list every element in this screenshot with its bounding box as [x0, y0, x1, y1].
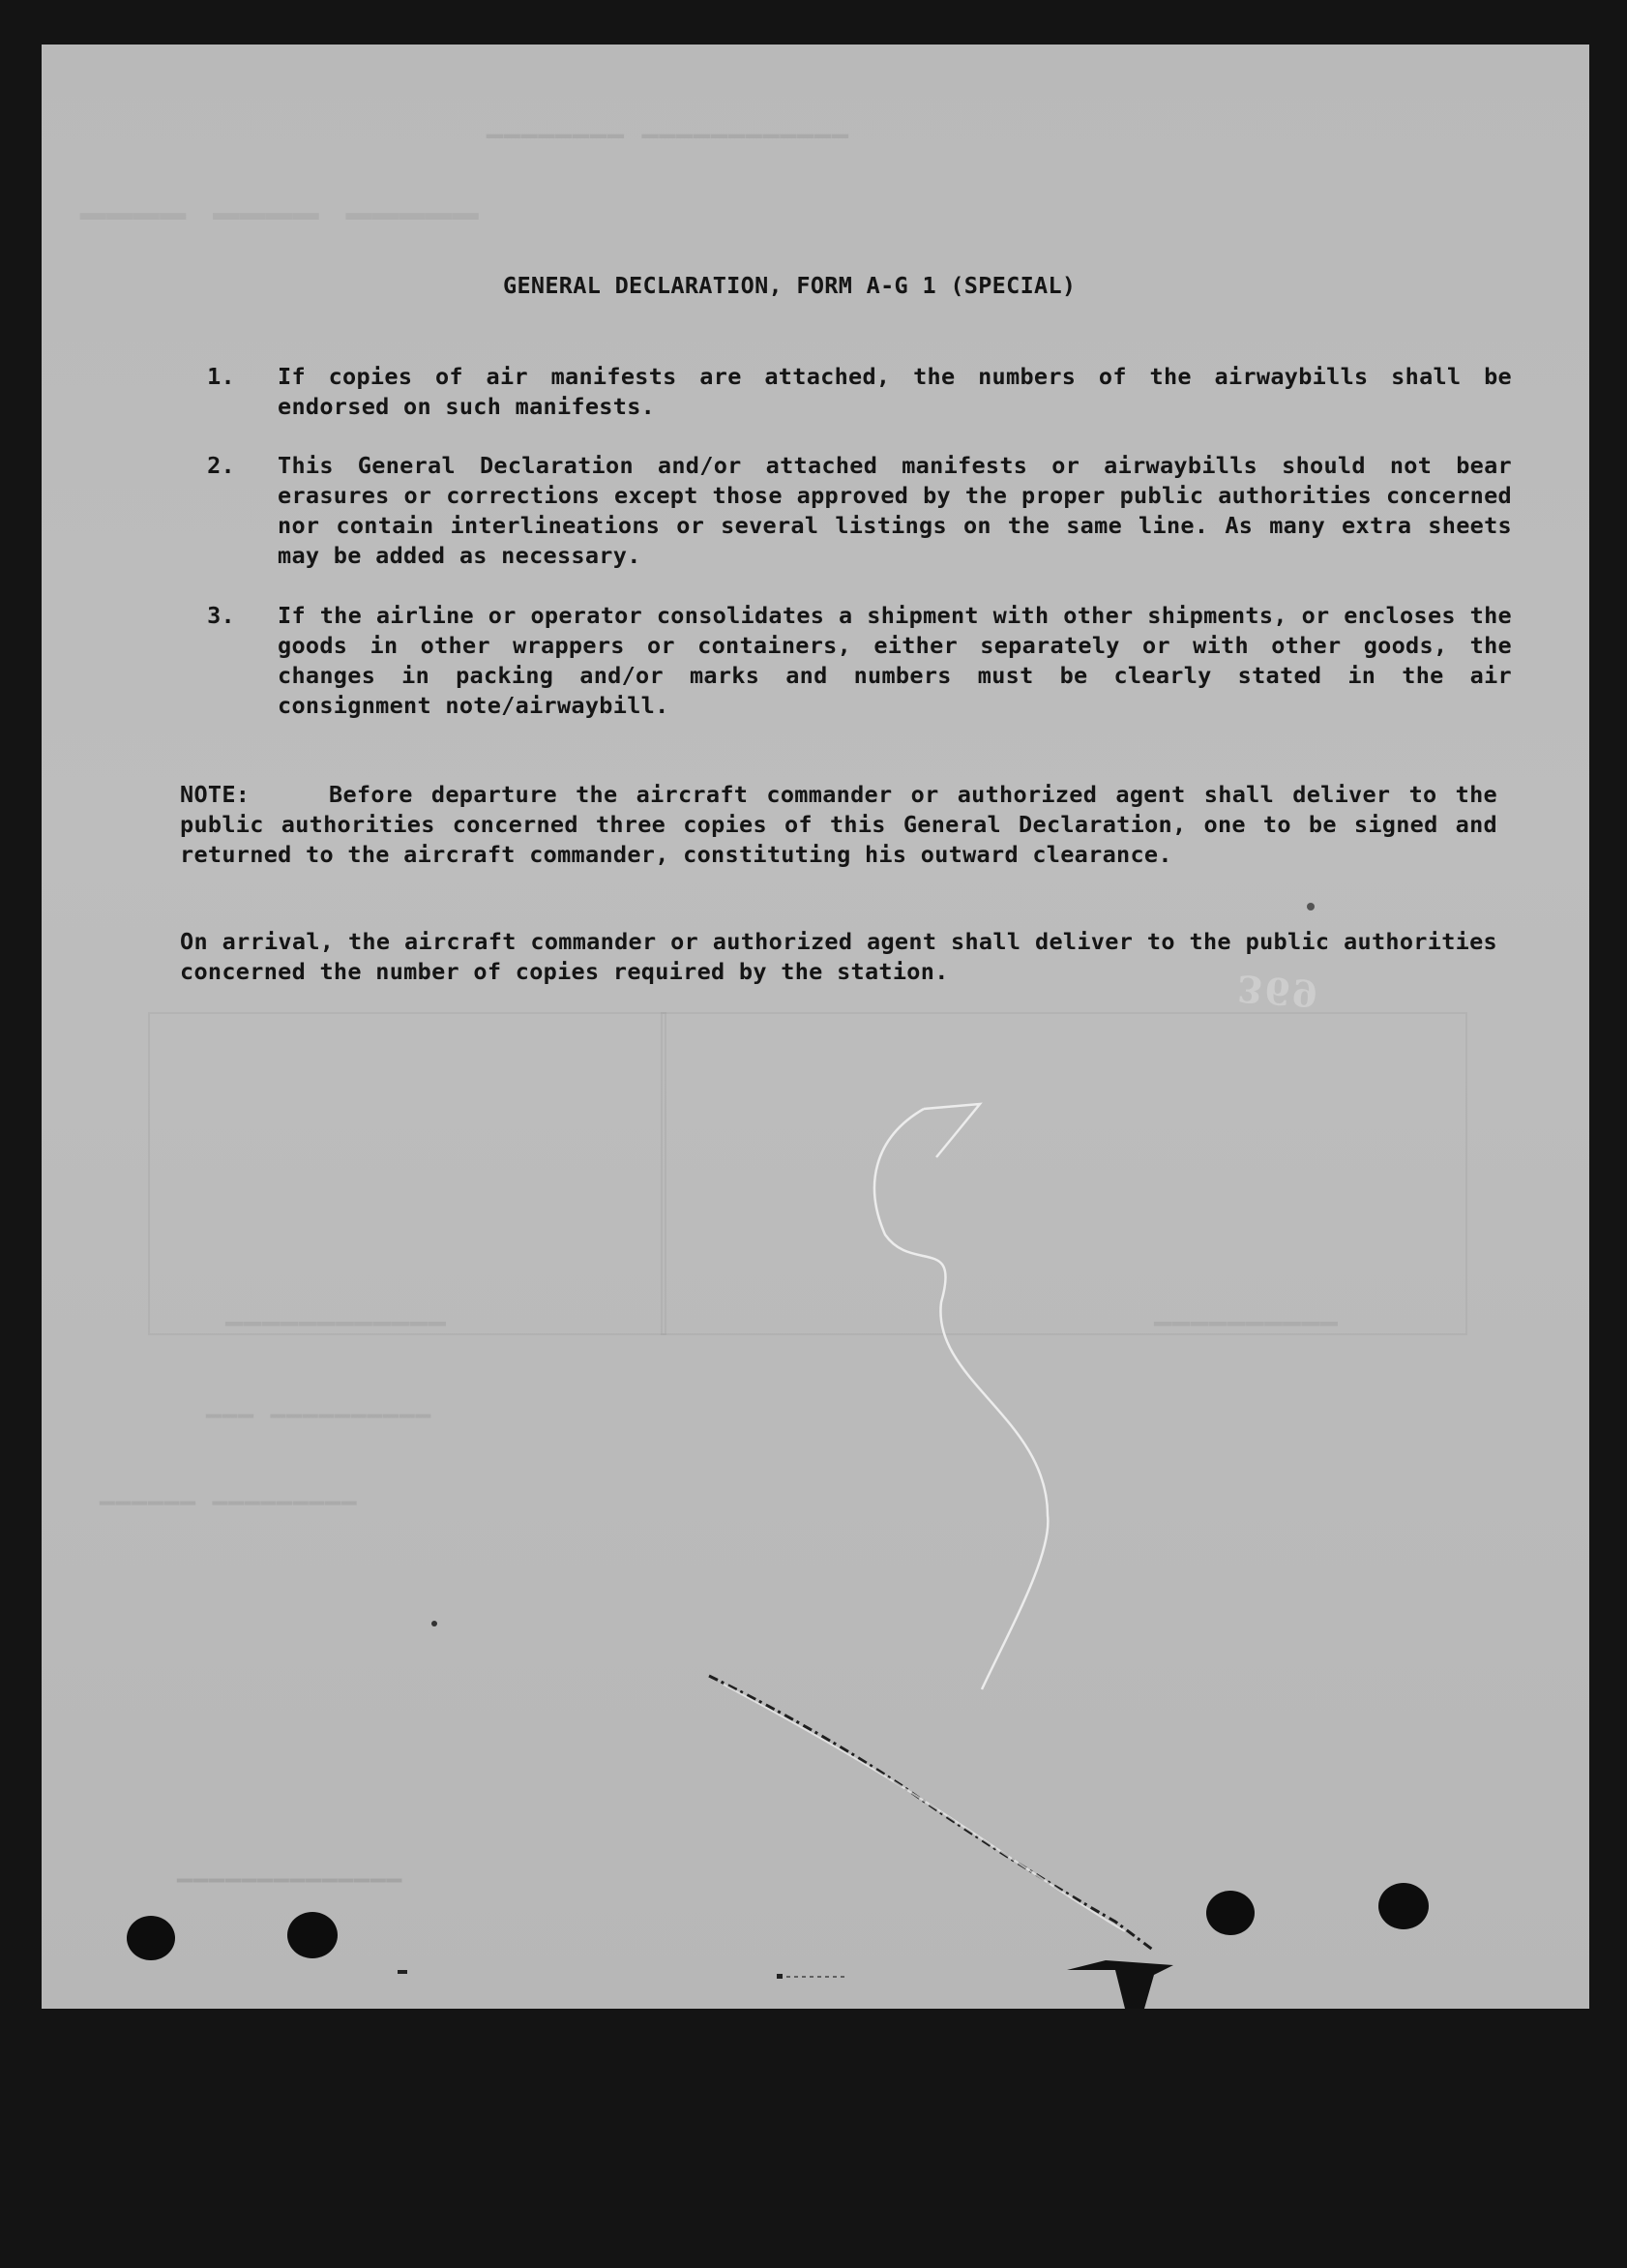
torn-corner	[1067, 1960, 1173, 2009]
note-label: NOTE:	[180, 781, 251, 808]
item-number: 2.	[207, 452, 235, 479]
item-number: 3.	[207, 602, 235, 629]
scratch-mark	[874, 1109, 1048, 1689]
bleed-through-text: ▁▁▁▁▁▁▁▁▁▁	[1154, 1293, 1339, 1327]
speck	[431, 1621, 437, 1626]
document-title: GENERAL DECLARATION, FORM A-G 1 (SPECIAL)	[503, 272, 1077, 299]
item-text: If the airline or operator consolidates a shipment with other shipments, or encloses the goods in other wrappers or containers, either separately or with other goods, the changes in packing and/or marks and numbers must be clearly stated in the air consignment note/airwaybill.	[278, 602, 1512, 719]
item-text: This General Declaration and/or attached manifests or airwaybills should not bear erasures or corrections except those approved by the proper public authorities concerned nor contain interlineations or several listings on the same line. As many extra sheets may be added as necessary.	[278, 452, 1512, 569]
scratch-mark	[924, 1104, 980, 1157]
bleed-through-text: ▁▁▁▁ ▁▁▁▁ ▁▁▁▁▁	[80, 170, 480, 220]
punch-hole	[287, 1912, 338, 1958]
punch-hole	[1206, 1891, 1255, 1935]
tear-line	[709, 1676, 1154, 1951]
paper-marks	[42, 45, 1589, 2009]
item-text: If copies of air manifests are attached, the numbers of the airwaybills shall be endorsed on such manifests.	[278, 363, 1512, 420]
punch-hole	[1378, 1883, 1429, 1929]
document-page	[42, 45, 1589, 2009]
page-stamp: 369	[1235, 967, 1321, 1016]
speck	[398, 1970, 407, 1974]
bleed-through-text: ▁▁▁▁▁▁ ▁▁▁▁▁▁▁▁▁	[100, 1477, 358, 1506]
speck	[1307, 903, 1315, 910]
bleed-through-text: ▁▁▁ ▁▁▁▁▁▁▁▁▁▁	[206, 1389, 432, 1418]
bleed-through-text: ▁▁▁▁▁▁▁▁▁▁▁▁	[225, 1293, 447, 1327]
bleed-through-text: ▁▁▁▁▁▁▁▁ ▁▁▁▁▁▁▁▁▁▁▁▁	[487, 106, 850, 138]
tear-highlight	[724, 1685, 1125, 1931]
speck	[777, 1974, 783, 1979]
item-number: 1.	[207, 363, 235, 390]
bleed-through-text: ▁▁▁▁▁▁▁▁▁▁▁▁▁▁	[177, 1854, 403, 1883]
punch-hole	[127, 1916, 175, 1960]
arrival-paragraph: On arrival, the aircraft commander or authorized agent shall deliver to the public authorities concerned the number of copies required by the station.	[180, 928, 1497, 985]
note-text: Before departure the aircraft commander or authorized agent shall deliver to the public authorities concerned three copies of this General Declaration, one to be signed and returned to the aircraft commander, constituting his outward clearance.	[180, 781, 1497, 868]
